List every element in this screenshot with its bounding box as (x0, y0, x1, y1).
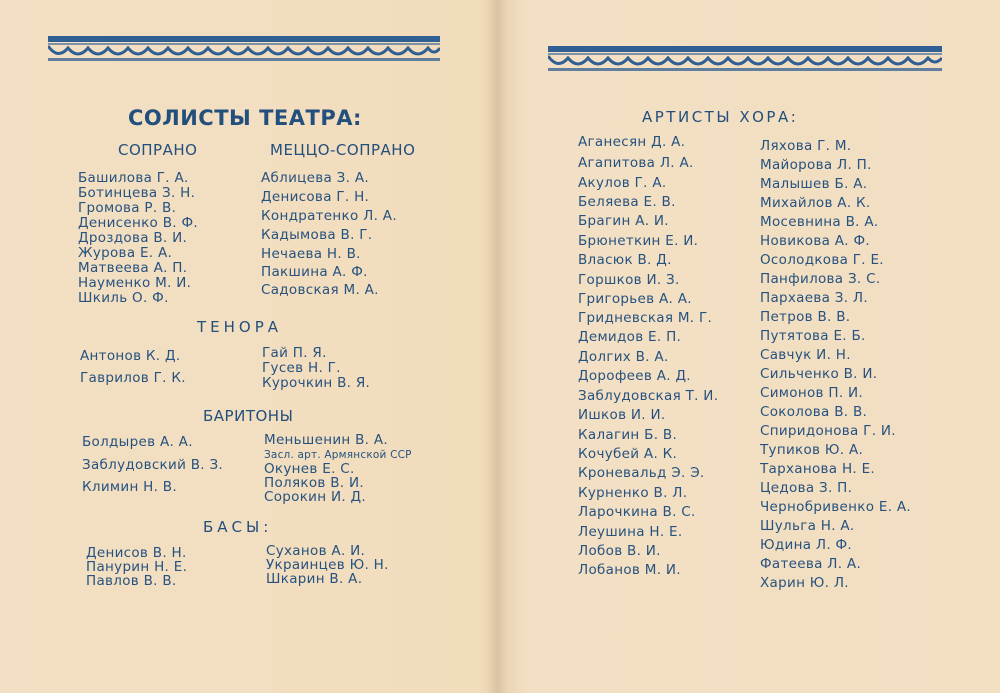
soloists-title: СОЛИСТЫ ТЕАТРА: (128, 106, 362, 130)
mezzo-name: Садовская М. А. (261, 282, 379, 298)
chorus-name: Агапитова Л. А. (578, 155, 694, 171)
chorus-name: Гридневская М. Г. (578, 310, 713, 326)
chorus-name: Власюк В. Д. (578, 252, 672, 268)
tenor-name: Курочкин В. Я. (262, 375, 371, 391)
chorus-name: Чернобривенко Е. А. (760, 499, 912, 515)
chorus-name: Леушина Н. Е. (578, 524, 683, 540)
chorus-name: Горшков И. З. (578, 272, 680, 288)
chorus-name: Путятова Е. Б. (760, 328, 866, 344)
soprano-name: Дроздова В. И. (78, 230, 188, 246)
soprano-name: Башилова Г. А. (78, 170, 189, 186)
chorus-name: Долгих В. А. (578, 349, 669, 365)
chorus-name: Михайлов А. К. (760, 195, 871, 211)
soprano-heading: СОПРАНО (118, 141, 198, 159)
chorus-name: Лобанов М. И. (578, 562, 681, 578)
chorus-name: Беляева Е. В. (578, 194, 676, 210)
bass-name: Шкарин В. А. (266, 571, 363, 587)
chorus-name: Демидов Е. П. (578, 329, 682, 345)
mezzo-name: Денисова Г. Н. (261, 189, 370, 205)
chorus-name: Осолодкова Г. Е. (760, 252, 884, 268)
chorus-name: Новикова А. Ф. (760, 233, 871, 249)
soprano-name: Громова Р. В. (78, 200, 177, 216)
chorus-name: Лобов В. И. (578, 543, 661, 559)
mezzo-name: Нечаева Н. В. (261, 246, 361, 262)
chorus-title: АРТИСТЫ ХОРА: (642, 108, 799, 126)
soprano-name: Шкиль О. Ф. (78, 290, 169, 306)
chorus-name: Дорофеев А. Д. (578, 368, 691, 384)
chorus-name: Тарханова Н. Е. (760, 461, 876, 477)
chorus-name: Соколова В. В. (760, 404, 868, 420)
right-ornament-border (548, 44, 942, 74)
tenor-name: Гаврилов Г. К. (80, 370, 186, 386)
chorus-name: Майорова Л. П. (760, 157, 872, 173)
mezzo-heading: МЕЦЦО-СОПРАНО (270, 141, 416, 159)
mezzo-name: Кондратенко Л. А. (261, 208, 397, 224)
chorus-name: Курненко В. Л. (578, 485, 688, 501)
chorus-name: Брагин А. И. (578, 213, 669, 229)
chorus-name: Цедова З. П. (760, 480, 853, 496)
bass-name: Павлов В. В. (86, 573, 177, 589)
tenor-name: Гай П. Я. (262, 345, 327, 361)
soprano-name: Науменко М. И. (78, 275, 192, 291)
baritone-name: Поляков В. И. (264, 475, 364, 491)
chorus-name: Савчук И. Н. (760, 347, 851, 363)
mezzo-name: Кадымова В. Г. (261, 227, 373, 243)
chorus-name: Брюнеткин Е. И. (578, 233, 699, 249)
soprano-name: Матвеева А. П. (78, 260, 188, 276)
chorus-name: Симонов П. И. (760, 385, 864, 401)
left-ornament-border (48, 34, 440, 64)
honor-title: Засл. арт. Армянской ССР (264, 449, 412, 461)
baritone-name: Окунев Е. С. (264, 461, 355, 477)
chorus-name: Шульга Н. А. (760, 518, 855, 534)
baritones-heading: БАРИТОНЫ (203, 407, 294, 425)
baritone-name: Болдырев А. А. (82, 434, 193, 450)
center-fold (488, 0, 508, 693)
baritone-name: Сорокин И. Д. (264, 489, 366, 505)
chorus-name: Ляхова Г. М. (760, 138, 852, 154)
mezzo-name: Пакшина А. Ф. (261, 264, 368, 280)
basses-heading: БАСЫ: (203, 518, 273, 536)
baritone-name: Климин Н. В. (82, 479, 177, 495)
bass-name: Украинцев Ю. Н. (266, 557, 389, 573)
chorus-name: Пархаева З. Л. (760, 290, 868, 306)
baritone-name: Заблудовский В. З. (82, 457, 224, 473)
chorus-name: Ларочкина В. С. (578, 504, 696, 520)
chorus-name: Мосевнина В. А. (760, 214, 879, 230)
chorus-name: Фатеева Л. А. (760, 556, 862, 572)
chorus-name: Малышев Б. А. (760, 176, 868, 192)
chorus-name: Аганесян Д. А. (578, 134, 686, 150)
soprano-name: Денисенко В. Ф. (78, 215, 198, 231)
chorus-name: Юдина Л. Ф. (760, 537, 853, 553)
chorus-name: Заблудовская Т. И. (578, 388, 719, 404)
chorus-name: Тупиков Ю. А. (760, 442, 864, 458)
chorus-name: Панфилова З. С. (760, 271, 881, 287)
soprano-name: Ботинцева З. Н. (78, 185, 196, 201)
soprano-name: Журова Е. А. (78, 245, 173, 261)
chorus-name: Ишков И. И. (578, 407, 666, 423)
baritone-name: Меньшенин В. А. (264, 432, 388, 448)
chorus-name: Харин Ю. Л. (760, 575, 849, 591)
chorus-name: Калагин Б. В. (578, 427, 678, 443)
tenors-heading: ТЕНОРА (197, 318, 283, 336)
chorus-name: Кочубей А. К. (578, 446, 678, 462)
bass-name: Суханов А. И. (266, 543, 366, 559)
tenor-name: Антонов К. Д. (80, 348, 181, 364)
bass-name: Панурин Н. Е. (86, 559, 188, 575)
bass-name: Денисов В. Н. (86, 545, 187, 561)
chorus-name: Григорьев А. А. (578, 291, 692, 307)
chorus-name: Петров В. В. (760, 309, 851, 325)
tenor-name: Гусев Н. Г. (262, 360, 341, 376)
mezzo-name: Аблицева З. А. (261, 170, 369, 186)
chorus-name: Спиридонова Г. И. (760, 423, 896, 439)
chorus-name: Кроневальд Э. Э. (578, 465, 705, 481)
chorus-name: Сильченко В. И. (760, 366, 878, 382)
chorus-name: Акулов Г. А. (578, 175, 667, 191)
